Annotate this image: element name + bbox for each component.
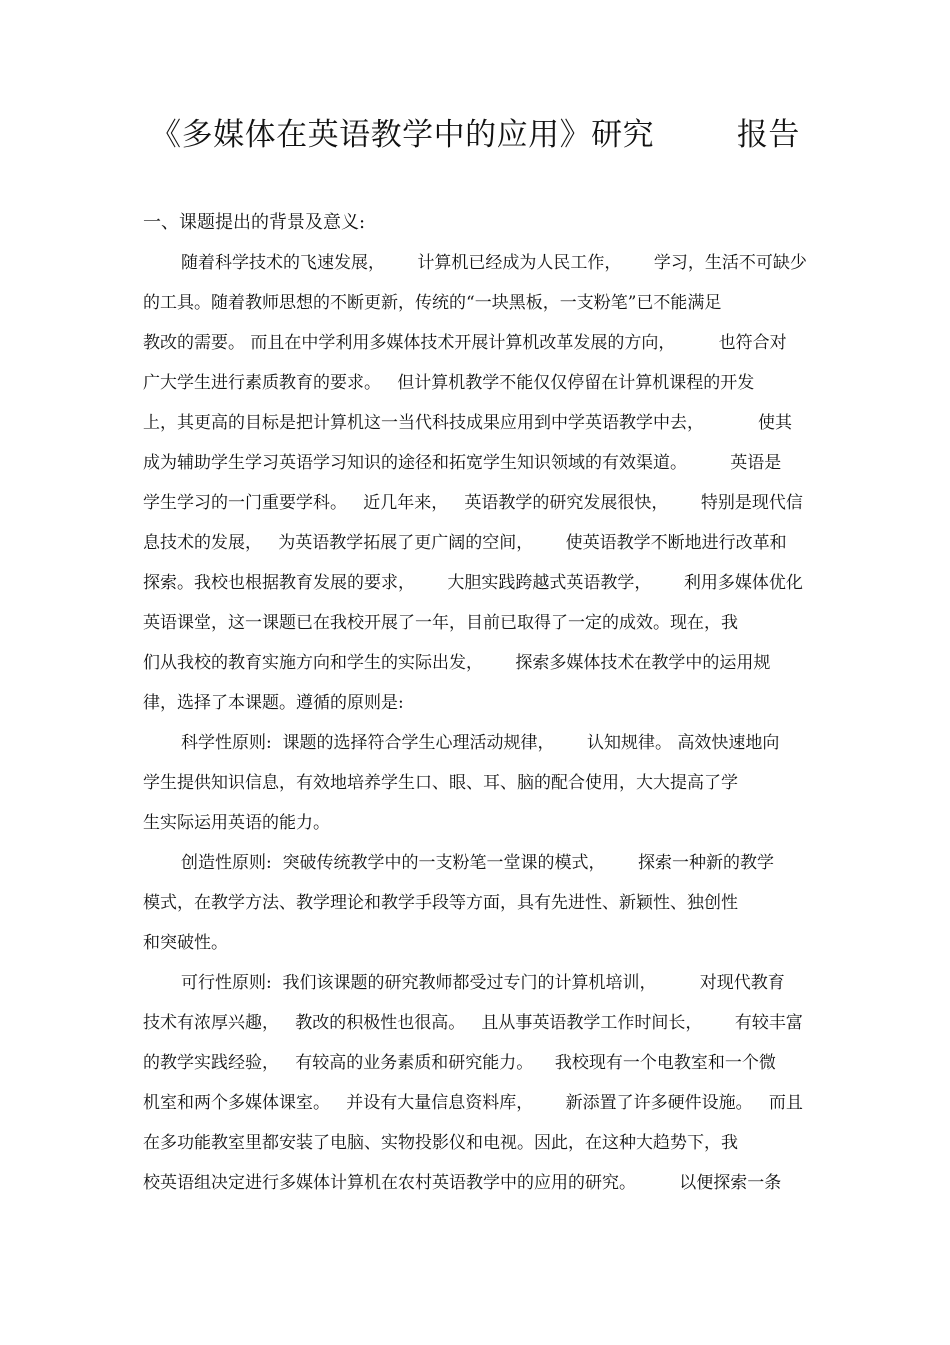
paragraph-line: 学生提供知识信息，有效地培养学生口、眼、耳、脑的配合使用，大大提高了学 — [143, 773, 738, 793]
paragraph-line: 息技术的发展， 为英语教学拓展了更广阔的空间， 使英语教学不断地进行改革和 — [143, 533, 787, 553]
paragraph-line: 广大学生进行素质教育的要求。 但计算机教学不能仅仅停留在计算机课程的开发 — [143, 373, 755, 393]
paragraph-line: 技术有浓厚兴趣， 教改的积极性也很高。 且从事英语教学工作时间长， 有较丰富 — [143, 1013, 803, 1033]
paragraph-line: 校英语组决定进行多媒体计算机在农村英语教学中的应用的研究。 以便探索一条 — [143, 1173, 782, 1193]
paragraph-line: 的教学实践经验， 有较高的业务素质和研究能力。 我校现有一个电教室和一个微 — [143, 1053, 776, 1073]
section-heading: 一、课题提出的背景及意义: — [143, 212, 366, 233]
paragraph-line: 可行性原则: 我们该课题的研究教师都受过专门的计算机培训， 对现代教育 — [181, 973, 785, 993]
paragraph-line: 的工具。随着教师思想的不断更新，传统的“一块黑板，一支粉笔”已不能满足 — [143, 293, 722, 313]
paragraph-line: 英语课堂，这一课题已在我校开展了一年，目前已取得了一定的成效。现在，我 — [143, 613, 738, 633]
paragraph-line: 教改的需要。 而且在中学利用多媒体技术开展计算机改革发展的方向， 也符合对 — [143, 333, 787, 353]
paragraph-line: 随着科学技术的飞速发展， 计算机已经成为人民工作， 学习，生活不可缺少 — [181, 253, 807, 273]
paragraph-line: 机室和两个多媒体课室。 并设有大量信息资料库， 新添置了许多硬件设施。 而且 — [143, 1093, 803, 1113]
paragraph-line: 们从我校的教育实施方向和学生的实际出发， 探索多媒体技术在教学中的运用规 — [143, 653, 771, 673]
paragraph-line: 和突破性。 — [143, 933, 228, 953]
paragraph-line: 上，其更高的目标是把计算机这一当代科技成果应用到中学英语教学中去， 使其 — [143, 413, 793, 433]
paragraph-line: 创造性原则: 突破传统教学中的一支粉笔一堂课的模式， 探索一种新的教学 — [181, 853, 774, 873]
paragraph-line: 探索。我校也根据教育发展的要求， 大胆实践跨越式英语教学， 利用多媒体优化 — [143, 573, 803, 593]
document-title: 《多媒体在英语教学中的应用》研究 报告 — [150, 117, 800, 153]
paragraph-line: 成为辅助学生学习英语学习知识的途径和拓宽学生知识领域的有效渠道。 英语是 — [143, 453, 782, 473]
paragraph-line: 模式，在教学方法、教学理论和教学手段等方面，具有先进性、新颖性、独创性 — [143, 893, 738, 913]
paragraph-line: 律，选择了本课题。遵循的原则是: — [143, 693, 404, 713]
paragraph-line: 学生学习的一门重要学科。 近几年来， 英语教学的研究发展很快， 特别是现代信 — [143, 493, 803, 513]
paragraph-line: 在多功能教室里都安装了电脑、实物投影仪和电视。因此，在这种大趋势下，我 — [143, 1133, 738, 1153]
paragraph-line: 生实际运用英语的能力。 — [143, 813, 330, 833]
paragraph-line: 科学性原则: 课题的选择符合学生心理活动规律， 认知规律。 高效快速地向 — [181, 733, 780, 753]
